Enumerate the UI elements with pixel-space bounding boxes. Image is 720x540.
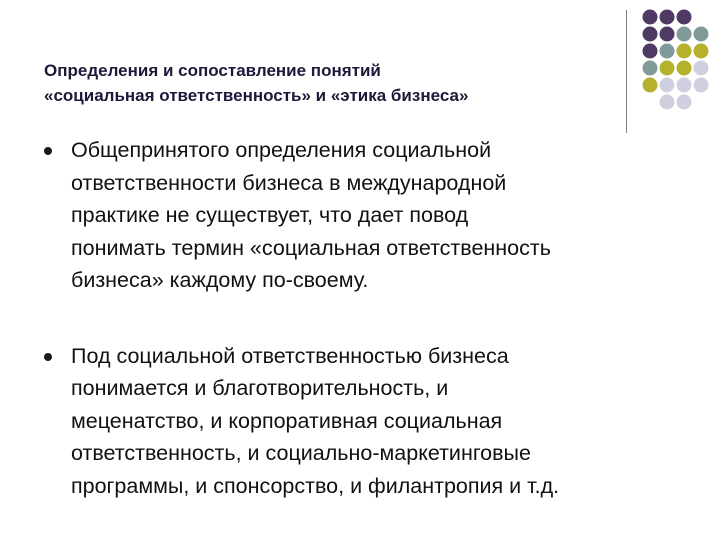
bullet-item bbox=[44, 340, 684, 503]
decorative-dot-purple bbox=[643, 27, 658, 42]
decorative-dot-purple bbox=[660, 27, 675, 42]
bullet-dot-icon bbox=[44, 353, 52, 361]
decorative-dot-purple bbox=[643, 44, 658, 59]
decorative-dot-lavender bbox=[694, 61, 709, 76]
bullet-2-line-4: ответственность, и социально-маркетинговые bbox=[71, 441, 531, 465]
decorative-dot-teal bbox=[694, 27, 709, 42]
decorative-dot-purple bbox=[677, 10, 692, 25]
decorative-dot-lavender bbox=[677, 95, 692, 110]
decorative-dot-lavender bbox=[694, 78, 709, 93]
vertical-divider bbox=[626, 10, 627, 133]
bullet-1-line-3: практике не существует, что дает повод bbox=[71, 203, 469, 227]
decorative-dot-teal bbox=[677, 27, 692, 42]
decorative-dot-purple bbox=[643, 10, 658, 25]
decorative-dot-olive bbox=[660, 61, 675, 76]
bullet-list bbox=[44, 134, 684, 502]
bullet-item bbox=[44, 134, 684, 297]
decorative-dot-olive bbox=[694, 44, 709, 59]
decorative-dot-teal bbox=[643, 61, 658, 76]
bullet-1-line-4: понимать термин «социальная ответственность bbox=[71, 235, 551, 260]
decorative-dot-teal bbox=[660, 44, 675, 59]
decorative-dot-olive bbox=[677, 61, 692, 76]
decorative-dot-olive bbox=[677, 44, 692, 59]
decorative-dot-purple bbox=[660, 10, 675, 25]
bullet-2-line-5: программы, и спонсорство, и филантропия и т.д. bbox=[71, 473, 560, 498]
bullet-2-line-1: Под социальной ответственностью бизнеса bbox=[71, 343, 509, 368]
bullet-1-line-2: ответственности бизнеса в международной bbox=[71, 170, 507, 195]
bullet-1-line-1: Общепринятого определения социальной bbox=[71, 138, 492, 162]
bullet-dot-icon bbox=[44, 147, 52, 155]
slide-title-line-2: «социальная ответственность» и «этика бизнеса» bbox=[44, 86, 469, 105]
slide-title bbox=[44, 58, 604, 108]
bullet-2-line-3: меценатство, и корпоративная социальная bbox=[71, 408, 503, 433]
decorative-dot-olive bbox=[643, 78, 658, 93]
bullet-2-line-2: понимается и благотворительность, и bbox=[71, 376, 449, 400]
decorative-dot-lavender bbox=[660, 95, 675, 110]
decorative-dot-lavender bbox=[677, 78, 692, 93]
bullet-1-line-5: бизнеса» каждому по-своему. bbox=[71, 268, 369, 292]
slide-title-line-1: Определения и сопоставление понятий bbox=[44, 61, 381, 80]
decorative-dot-lavender bbox=[660, 78, 675, 93]
